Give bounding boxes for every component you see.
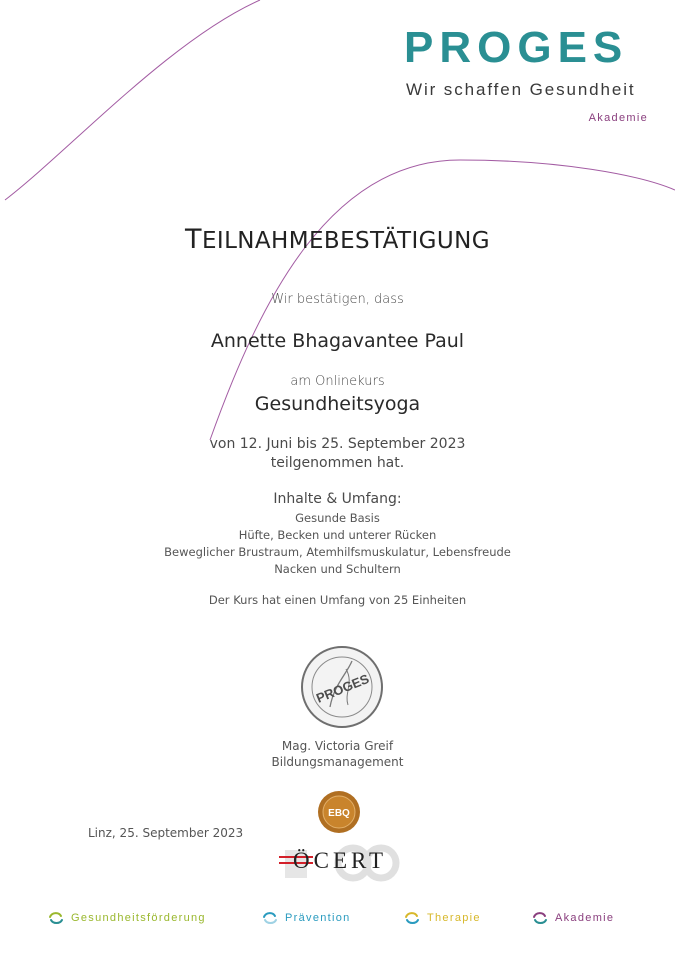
- signer-name: Mag. Victoria Greif: [281, 739, 394, 753]
- footer-gesundheitsfoerderung: [48, 910, 206, 926]
- arc-swirl-icon: [262, 910, 278, 926]
- logo-slogan: Wir schaffen Gesundheit: [406, 80, 636, 99]
- participant-name: Annette Bhagavantee Paul: [210, 330, 465, 352]
- ebq-label: EBQ: [328, 808, 350, 819]
- footer-therapie: [404, 910, 481, 926]
- intro-text: Wir bestätigen, dass: [271, 292, 404, 307]
- oecert-label: ÖCERT: [293, 848, 388, 873]
- ebq-badge: [317, 790, 361, 834]
- oecert-logo: [279, 842, 401, 882]
- footer-label: Akademie: [555, 912, 615, 924]
- proges-logo: [404, 23, 648, 130]
- content-item: Gesunde Basis: [295, 511, 380, 525]
- footer-praevention: [262, 910, 351, 926]
- footer-label: Prävention: [285, 912, 351, 924]
- logo-wordmark: PROGES: [404, 23, 629, 72]
- footer-label: Gesundheitsförderung: [71, 912, 206, 924]
- signer-role: Bildungsmanagement: [271, 755, 404, 769]
- proges-seal-stamp: [300, 645, 384, 729]
- title-initial: T: [185, 224, 202, 255]
- course-scope: Der Kurs hat einen Umfang von 25 Einheiten: [208, 593, 467, 607]
- arc-swirl-icon: [48, 910, 64, 926]
- course-period: von 12. Juni bis 25. September 2023: [209, 436, 466, 452]
- participated-text: teilgenommen hat.: [270, 455, 405, 471]
- footer-akademie: [532, 910, 614, 926]
- course-prefix: am Onlinekurs: [290, 374, 385, 389]
- title-rest: EILNAHMEBESTÄTIGUNG: [201, 228, 490, 254]
- place-date: Linz, 25. September 2023: [88, 826, 244, 840]
- arc-swirl-icon: [532, 910, 548, 926]
- course-name: Gesundheitsyoga: [254, 393, 421, 415]
- content-heading: Inhalte & Umfang:: [273, 491, 402, 507]
- content-item: Nacken und Schultern: [274, 562, 401, 576]
- content-item: Hüfte, Becken und unterer Rücken: [238, 528, 437, 542]
- certificate-title: [0, 224, 675, 255]
- content-item: Beweglicher Brustraum, Atemhilfsmuskulatur, Lebensfreude: [164, 545, 511, 559]
- logo-division: Akademie: [588, 112, 648, 124]
- footer-label: Therapie: [427, 912, 481, 924]
- svg-text:PROGES: PROGES: [313, 671, 372, 706]
- arc-swirl-icon: [404, 910, 420, 926]
